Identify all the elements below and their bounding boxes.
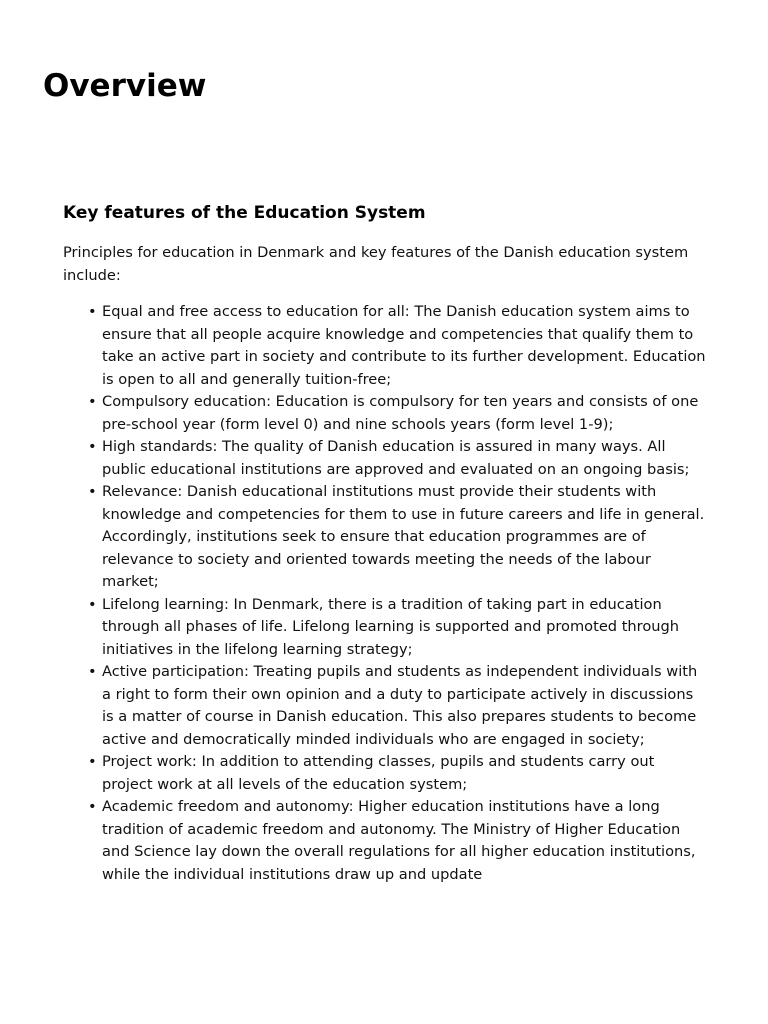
list-item (88, 391, 707, 436)
bullet-icon: • (88, 393, 97, 410)
list-item (88, 594, 707, 662)
list-item (88, 481, 707, 594)
list-item (88, 301, 707, 391)
bullet-icon: • (88, 753, 97, 770)
bullet-icon: • (88, 438, 97, 455)
section-heading: Key features of the Education System (63, 203, 426, 223)
list-item-text: Active participation: Treating pupils and students as independent individuals with a right to form their own opinion and a duty to participate actively in discussions is a matter of course in Danish education. This also prepares students to become active and democratically minded individuals who are engaged in society; (102, 663, 698, 748)
list-item (88, 751, 707, 796)
intro-paragraph: Principles for education in Denmark and key features of the Danish education system include: (63, 244, 689, 284)
list-item-text: Relevance: Danish educational institutions must provide their students with knowledge and competencies for them to use in future careers and life in general. Accordingly, institutions seek to ensure that education programmes are of relevance to society and oriented towards meeting the needs of the labour market; (102, 483, 705, 590)
list-item (88, 796, 707, 886)
list-item-text: Academic freedom and autonomy: Higher education institutions have a long tradition of academic freedom and autonomy. The Ministry of Higher Education and Science lay down the overall regulations for all higher education institutions, while the individual institutions draw up and update (102, 798, 696, 883)
list-item-text: Project work: In addition to attending classes, pupils and students carry out project work at all levels of the education system; (102, 753, 655, 793)
list-item (88, 661, 707, 751)
list-item (88, 436, 707, 481)
bullet-icon: • (88, 483, 97, 500)
bullet-icon: • (88, 595, 97, 613)
bullet-icon: • (88, 798, 97, 815)
bullet-icon: • (88, 663, 97, 680)
list-item-text: Compulsory education: Education is compulsory for ten years and consists of one pre-school year (form level 0) and nine schools years (form level 1-9); (102, 393, 699, 433)
bullet-icon: • (88, 303, 97, 320)
list-item-text: High standards: The quality of Danish education is assured in many ways. All public educational institutions are approved and evaluated on an ongoing basis; (102, 438, 690, 478)
page-title: Overview (43, 68, 207, 104)
list-item-text: Lifelong learning: In Denmark, there is a tradition of taking part in education through all phases of life. Lifelong learning is supported and promoted through initiatives in the lifelong learning strategy; (102, 595, 680, 658)
list-item-text: Equal and free access to education for all: The Danish education system aims to ensure that all people acquire knowledge and competencies that qualify them to take an active part in society and contribute to its further development. Education is open to all and generally tuition-free; (102, 303, 706, 388)
features-list (63, 301, 713, 886)
education-features-section (63, 200, 713, 886)
